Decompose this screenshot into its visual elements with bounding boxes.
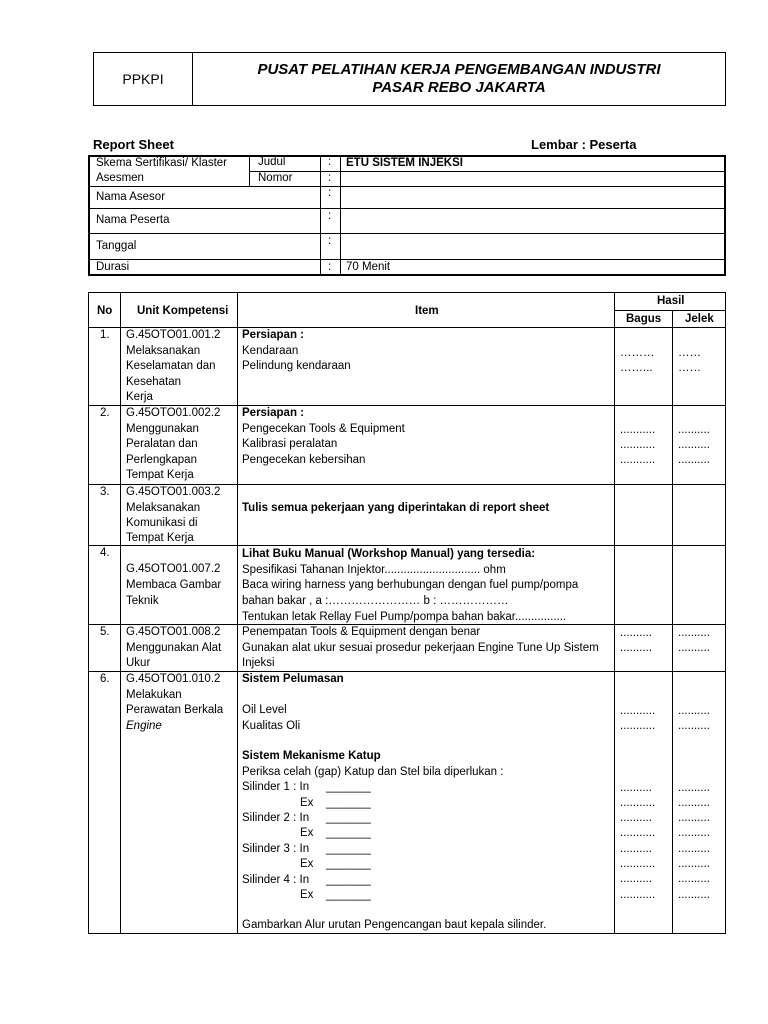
jelek-blank: .......... bbox=[678, 642, 710, 654]
blank-line: _______ bbox=[326, 858, 371, 870]
col-jelek: Jelek bbox=[685, 313, 714, 325]
judul-colon: : bbox=[328, 156, 332, 168]
item-text: Spesifikasi Tahanan Injektor.............................. ohm bbox=[242, 563, 506, 576]
jelek-blank: .......... bbox=[678, 812, 710, 824]
silinder-1-ex: Ex bbox=[300, 796, 314, 809]
blank-line: _______ bbox=[326, 796, 371, 809]
unit-line: Melaksanakan bbox=[126, 501, 201, 514]
unit-line: Tempat Kerja bbox=[126, 532, 194, 544]
item-text: Oil Level bbox=[242, 704, 287, 716]
row-no: 5. bbox=[100, 626, 110, 638]
col-no: No bbox=[97, 305, 113, 317]
jelek-blank: .......... bbox=[678, 797, 710, 809]
row-no: 3. bbox=[100, 486, 110, 498]
bagus-blank: .......... bbox=[620, 812, 652, 824]
unit-line: Menggunakan bbox=[126, 422, 199, 435]
bagus-blank: ........... bbox=[620, 424, 656, 436]
item-title: Sistem Pelumasan bbox=[242, 673, 344, 685]
item-title: Persiapan : bbox=[242, 407, 304, 419]
blank-line: _______ bbox=[326, 827, 371, 839]
jelek-blank: .......... bbox=[678, 705, 710, 717]
org-title-line2: PASAR REBO JAKARTA bbox=[372, 79, 546, 96]
jelek-blank: .......... bbox=[678, 843, 710, 855]
blank-line: _______ bbox=[326, 873, 371, 886]
item-text: Kualitas Oli bbox=[242, 719, 301, 732]
row-no: 4. bbox=[100, 547, 110, 559]
unit-line: Perawatan Berkala bbox=[126, 704, 224, 716]
unit-line: G.45OTO01.007.2 bbox=[126, 563, 221, 575]
bagus-blank: ........... bbox=[620, 889, 656, 901]
item-text: Pelindung kendaraan bbox=[242, 360, 351, 372]
bagus-blank: .......... bbox=[620, 642, 652, 654]
judul-value: ETU SISTEM INJEKSI bbox=[346, 157, 463, 169]
item-text: bahan bakar , a :…………………… b : ……………… bbox=[242, 595, 509, 607]
item-text: Baca wiring harness yang berhubungan dengan fuel pump/pompa bbox=[242, 579, 579, 591]
tanggal-colon: : bbox=[328, 235, 332, 247]
jelek-blank: .......... bbox=[678, 424, 710, 436]
nama-peserta-label: Nama Peserta bbox=[96, 214, 170, 226]
unit-line: Melakukan bbox=[126, 688, 182, 701]
skema-label-1: Skema Sertifikasi/ Klaster bbox=[96, 157, 228, 169]
jelek-blank: .......... bbox=[678, 889, 710, 901]
item-text: Pengecekan kebersihan bbox=[242, 453, 366, 466]
bagus-blank: ........... bbox=[620, 439, 656, 451]
unit-line: Tempat Kerja bbox=[126, 469, 194, 481]
row-no: 6. bbox=[100, 673, 110, 685]
unit-line: G.45OTO01.010.2 bbox=[126, 673, 221, 685]
nama-peserta-colon: : bbox=[328, 210, 332, 222]
unit-line: Teknik bbox=[126, 595, 159, 607]
org-short: PPKPI bbox=[122, 71, 164, 87]
org-title-box bbox=[192, 52, 726, 106]
jelek-blank: .......... bbox=[678, 627, 710, 639]
col-item: Item bbox=[415, 305, 439, 317]
silinder-2-in: Silinder 2 : In bbox=[242, 812, 310, 824]
item-title-katup: Sistem Mekanisme Katup bbox=[242, 750, 381, 762]
org-title-line1: PUSAT PELATIHAN KERJA PENGEMBANGAN INDUSTRI bbox=[257, 61, 661, 78]
silinder-3-ex: Ex bbox=[300, 858, 314, 870]
unit-line: Melaksanakan bbox=[126, 344, 201, 357]
col-hasil: Hasil bbox=[657, 295, 685, 307]
jelek-blank: …… bbox=[678, 347, 701, 359]
bagus-blank: .......... bbox=[620, 843, 652, 855]
item-title: Persiapan : bbox=[242, 329, 304, 341]
tanggal-label: Tanggal bbox=[96, 240, 137, 252]
unit-line: Komunikasi di bbox=[126, 517, 198, 529]
unit-line: G.45OTO01.008.2 bbox=[126, 626, 221, 638]
item-title: Lihat Buku Manual (Workshop Manual) yang tersedia: bbox=[242, 548, 536, 560]
jelek-blank: .......... bbox=[678, 782, 710, 794]
unit-line: Perlengkapan bbox=[126, 453, 197, 466]
unit-line: Kerja bbox=[126, 391, 153, 403]
jelek-blank: .......... bbox=[678, 827, 710, 839]
bagus-blank: ........... bbox=[620, 720, 656, 732]
bagus-blank: ……... bbox=[620, 362, 653, 374]
unit-line: Ukur bbox=[126, 657, 151, 669]
unit-line: G.45OTO01.003.2 bbox=[126, 486, 221, 498]
skema-label-2: Asesmen bbox=[96, 172, 144, 184]
bagus-blank: ........... bbox=[620, 454, 656, 466]
col-bagus: Bagus bbox=[626, 313, 662, 325]
jelek-blank: .......... bbox=[678, 439, 710, 451]
unit-line: Menggunakan Alat bbox=[126, 641, 222, 654]
report-sheet-label: Report Sheet bbox=[93, 137, 174, 152]
unit-line: Kesehatan bbox=[126, 375, 181, 388]
blank-line: _______ bbox=[326, 812, 371, 824]
bagus-blank: ……… bbox=[620, 347, 655, 359]
item-text: Kalibrasi peralatan bbox=[242, 438, 338, 450]
bagus-blank: ........... bbox=[620, 827, 656, 839]
jelek-blank: .......... bbox=[678, 454, 710, 466]
nomor-label: Nomor bbox=[258, 172, 293, 184]
unit-line: Membaca Gambar bbox=[126, 579, 222, 591]
info-table bbox=[88, 155, 726, 276]
silinder-4-ex: Ex bbox=[300, 889, 314, 901]
item-text: Kendaraan bbox=[242, 344, 299, 357]
item-text: Penempatan Tools & Equipment dengan benar bbox=[242, 626, 481, 638]
unit-line: Keselamatan dan bbox=[126, 360, 216, 372]
item-text: Injeksi bbox=[242, 657, 275, 669]
katup-intro: Periksa celah (gap) Katup dan Stel bila diperlukan : bbox=[242, 765, 504, 778]
jelek-blank: …… bbox=[678, 362, 701, 374]
silinder-2-ex: Ex bbox=[300, 827, 314, 839]
silinder-1-in: Silinder 1 : In bbox=[242, 781, 310, 793]
org-short-box bbox=[93, 52, 193, 106]
blank-line: _______ bbox=[326, 889, 371, 901]
nama-asesor-label: Nama Asesor bbox=[96, 191, 166, 203]
lembar-label: Lembar : Peserta bbox=[531, 137, 637, 152]
silinder-3-in: Silinder 3 : In bbox=[242, 842, 310, 855]
bagus-blank: ........... bbox=[620, 858, 656, 870]
unit-line: Engine bbox=[126, 719, 162, 732]
durasi-label: Durasi bbox=[96, 261, 130, 273]
bagus-blank: ........... bbox=[620, 797, 656, 809]
durasi-colon: : bbox=[328, 261, 332, 273]
durasi-value: 70 Menit bbox=[346, 261, 391, 273]
nama-asesor-colon: : bbox=[328, 187, 332, 199]
unit-line: Peralatan dan bbox=[126, 438, 198, 450]
bagus-blank: .......... bbox=[620, 782, 652, 794]
row-no: 1. bbox=[100, 329, 110, 341]
blank-line: _______ bbox=[326, 842, 371, 855]
bagus-blank: ........... bbox=[620, 705, 656, 717]
item-text: Pengecekan Tools & Equipment bbox=[242, 422, 405, 435]
bagus-blank: .......... bbox=[620, 627, 652, 639]
silinder-4-in: Silinder 4 : In bbox=[242, 873, 310, 886]
jelek-blank: .......... bbox=[678, 858, 710, 870]
judul-label: Judul bbox=[258, 156, 286, 168]
blank-line: _______ bbox=[326, 781, 371, 793]
unit-line: G.45OTO01.002.2 bbox=[126, 407, 221, 419]
unit-line: G.45OTO01.001.2 bbox=[126, 329, 221, 341]
nomor-colon: : bbox=[328, 172, 332, 184]
footer-instruction: Gambarkan Alur urutan Pengencangan baut kepala silinder. bbox=[242, 919, 547, 931]
item-title: Tulis semua pekerjaan yang diperintakan di report sheet bbox=[242, 502, 550, 514]
jelek-blank: .......... bbox=[678, 720, 710, 732]
row-no: 2. bbox=[100, 407, 110, 419]
jelek-blank: .......... bbox=[678, 873, 710, 885]
bagus-blank: .......... bbox=[620, 873, 652, 885]
item-text: Tentukan letak Rellay Fuel Pump/pompa bahan bakar................ bbox=[242, 610, 567, 623]
col-unit: Unit Kompetensi bbox=[137, 305, 229, 317]
item-text: Gunakan alat ukur sesuai prosedur pekerjaan Engine Tune Up Sistem bbox=[242, 641, 599, 654]
